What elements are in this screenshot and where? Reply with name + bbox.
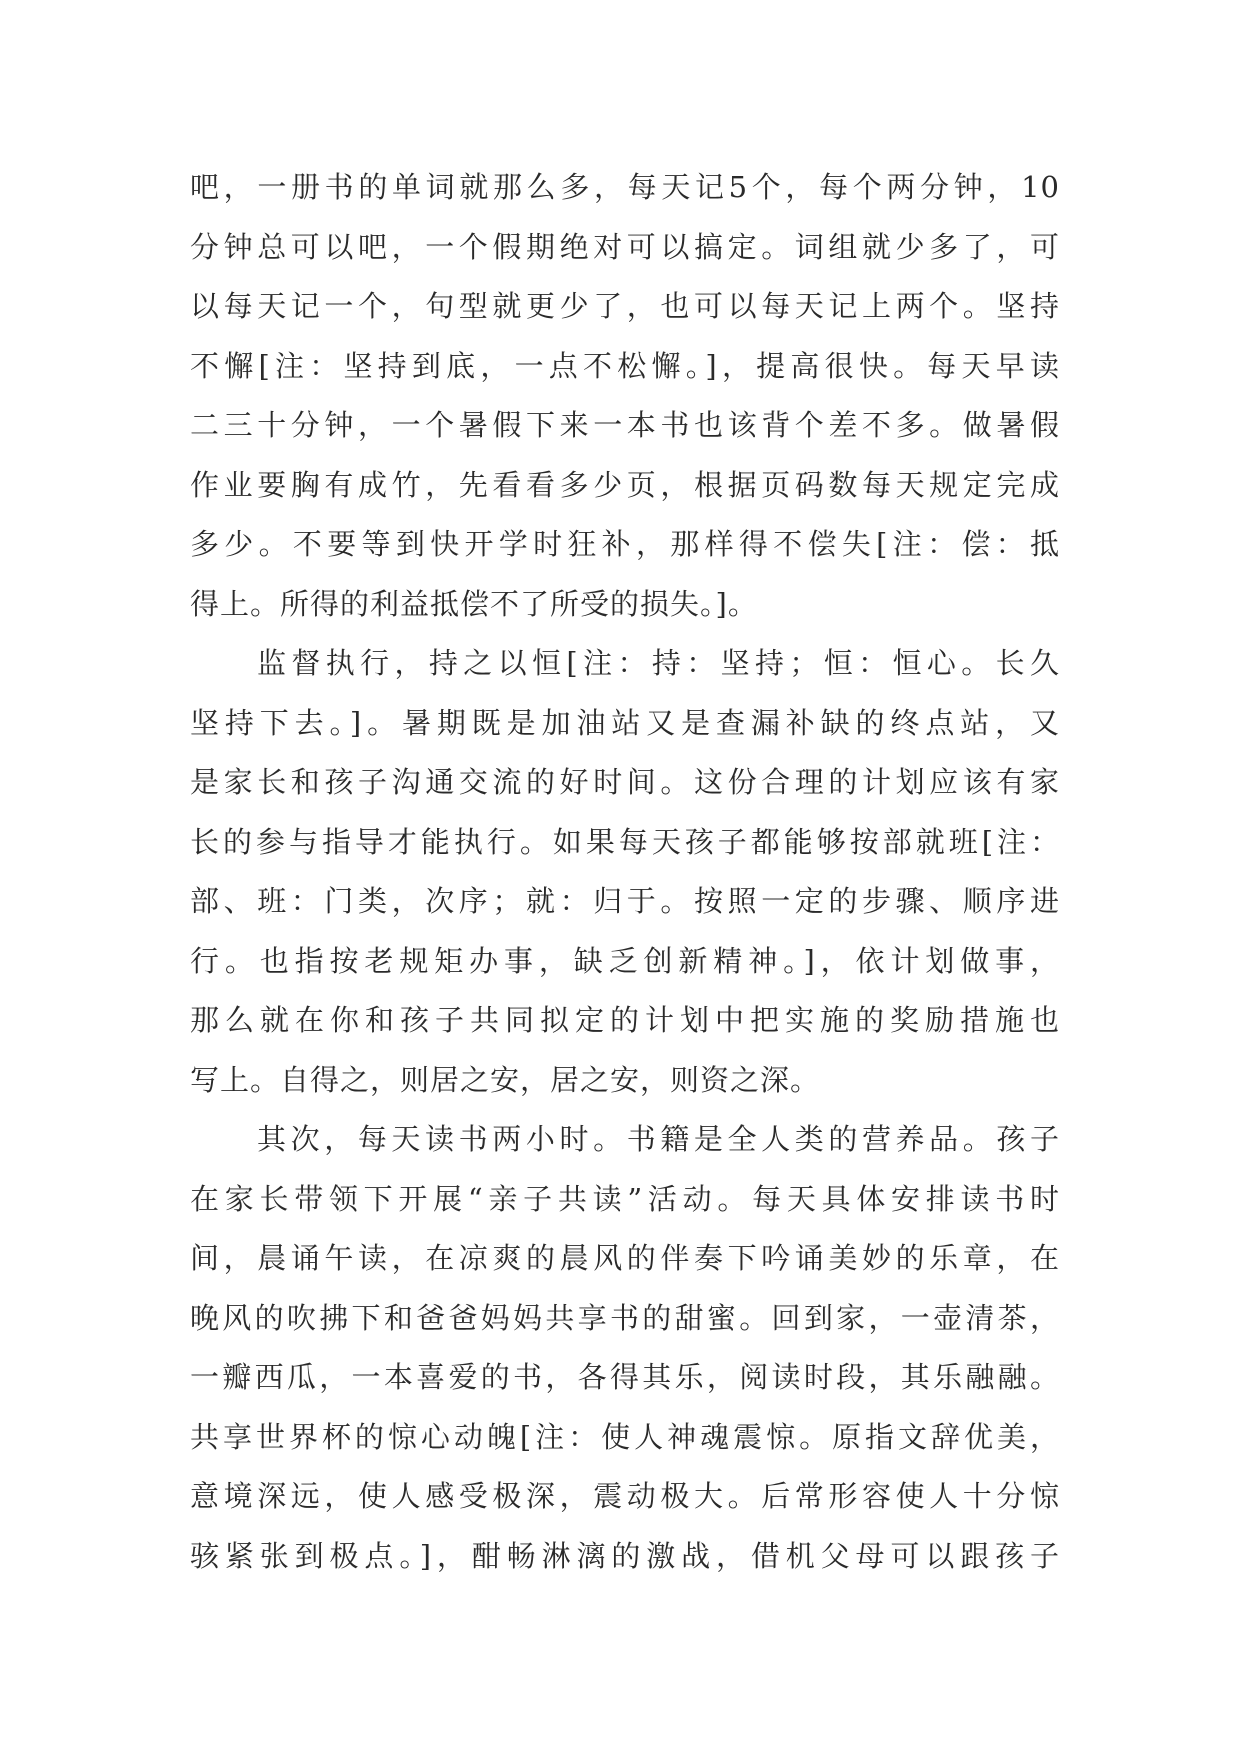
text-line: 多少。不要等到快开学时狂补，那样得不偿失[注：偿：抵 bbox=[190, 527, 1060, 561]
text-line: 那么就在你和孩子共同拟定的计划中把实施的奖励措施也 bbox=[190, 1003, 1060, 1037]
text-line: 得上。所得的利益抵偿不了所受的损失。]。 bbox=[190, 586, 758, 621]
text-line: 坚持下去。]。暑期既是加油站又是查漏补缺的终点站，又 bbox=[190, 705, 1060, 740]
document-body bbox=[190, 158, 1060, 1586]
text-line: 骇紧张到极点。]，酣畅淋漓的激战，借机父母可以跟孩子 bbox=[190, 1538, 1060, 1573]
text-line: 写上。自得之，则居之安，居之安，则资之深。 bbox=[190, 1062, 821, 1097]
text-line: 分钟总可以吧，一个假期绝对可以搞定。词组就少多了，可 bbox=[190, 229, 1060, 264]
text-line: 不懈[注：坚持到底，一点不松懈。]，提高很快。每天早读 bbox=[190, 348, 1060, 383]
text-line: 间，晨诵午读，在凉爽的晨风的伴奏下吟诵美妙的乐章，在 bbox=[190, 1241, 1060, 1275]
text-line: 作业要胸有成竹，先看看多少页，根据页码数每天规定完成 bbox=[190, 467, 1060, 502]
text-line: 长的参与指导才能执行。如果每天孩子都能够按部就班[注： bbox=[190, 824, 1060, 859]
text-line: 是家长和孩子沟通交流的好时间。这份合理的计划应该有家 bbox=[190, 765, 1060, 799]
text-line: 其次，每天读书两小时。书籍是全人类的营养品。孩子 bbox=[257, 1122, 1060, 1156]
text-line: 吧，一册书的单词就那么多，每天记5个，每个两分钟，10 bbox=[190, 170, 1060, 204]
text-line: 以每天记一个，句型就更少了，也可以每天记上两个。坚持 bbox=[190, 289, 1060, 323]
text-line: 共享世界杯的惊心动魄[注：使人神魂震惊。原指文辞优美， bbox=[190, 1419, 1060, 1454]
text-line: 监督执行，持之以恒[注：持：坚持；恒：恒心。长久 bbox=[257, 646, 1060, 680]
text-line: 部、班：门类，次序；就：归于。按照一定的步骤、顺序进 bbox=[190, 884, 1060, 918]
text-line: 晚风的吹拂下和爸爸妈妈共享书的甜蜜。回到家，一壶清茶， bbox=[190, 1300, 1060, 1335]
text-line: 意境深远，使人感受极深，震动极大。后常形容使人十分惊 bbox=[190, 1479, 1060, 1513]
text-line: 行。也指按老规矩办事，缺乏创新精神。]，依计划做事， bbox=[190, 943, 1060, 978]
text-line: 在家长带领下开展“亲子共读”活动。每天具体安排读书时 bbox=[190, 1181, 1060, 1216]
text-line: 二三十分钟，一个暑假下来一本书也该背个差不多。做暑假 bbox=[190, 408, 1060, 442]
text-line: 一瓣西瓜，一本喜爱的书，各得其乐，阅读时段，其乐融融。 bbox=[190, 1360, 1060, 1394]
